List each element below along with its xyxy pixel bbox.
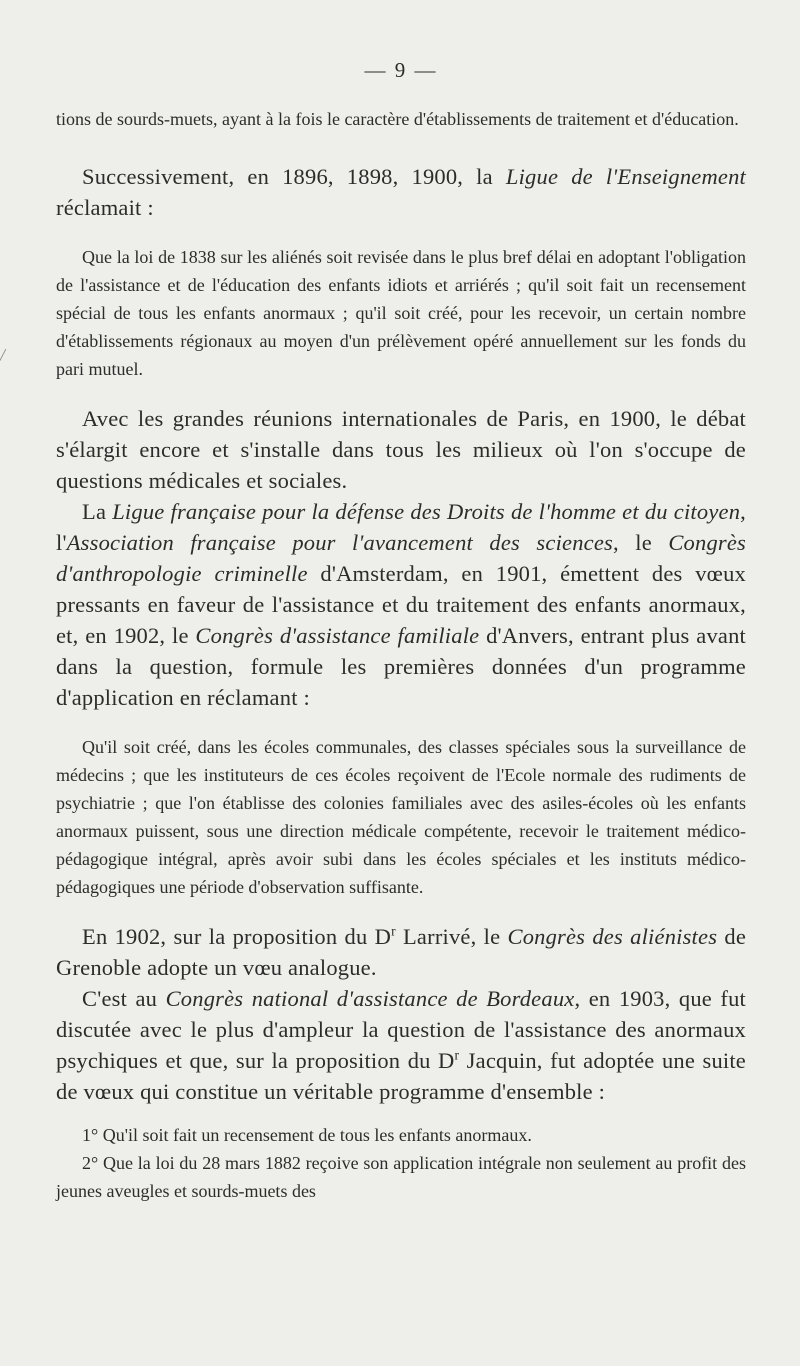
text-run: , l' xyxy=(56,499,746,555)
text-run: C'est au xyxy=(82,986,166,1011)
margin-mark: / xyxy=(0,345,6,365)
text-run: d'Anvers, entrant plus avant dans la question, formule les premières données d'un programme d'application en réclamant : xyxy=(56,623,746,710)
quote-ligue-enseignement: Que la loi de 1838 sur les aliénés soit revisée dans le plus bref délai en adoptant l'obligation de l'assistance et de l'éducation des enfants idiots et arriérés ; qu'il soit fait un recensement spécial de tous les enfants anormaux ; qu'il soit créé, pour les recevoir, un certain nombre d'établissements régionaux au moyen d'un prélèvement opéré annuellement sur les fonds du pari mutuel. xyxy=(56,247,746,379)
paragraph-ligue-francaise xyxy=(56,496,746,713)
text-run: d'Amsterdam, en 1901, émettent des vœux pressants en faveur de l'assistance et du traitement des enfants anormaux, et, en 1902, le xyxy=(56,561,746,648)
list-item-2: 2° Que la loi du 28 mars 1882 reçoive son application intégrale non seulement au profit des jeunes aveugles et sourds-muets des xyxy=(56,1153,746,1201)
superscript: r xyxy=(454,1047,460,1063)
italic-run: Ligue de l'Enseignement xyxy=(505,164,746,189)
paragraph-congres-bordeaux xyxy=(56,983,746,1107)
list-item-1: 1° Qu'il soit fait un recensement de tous les enfants anormaux. xyxy=(82,1125,532,1145)
text-run: Successivement, en 1896, 1898, 1900, la xyxy=(82,164,506,189)
text-run: , en 1903, que fut discutée avec le plus d'ampleur la question de l'assistance des anormaux psychiques et que, sur la proposition du D xyxy=(56,986,747,1073)
italic-run: Ligue française pour la défense des Droits de l'homme et du citoyen xyxy=(112,499,741,524)
quote-congres-anvers: Qu'il soit créé, dans les écoles communales, des classes spéciales sous la surveillance de médecins ; que les instituteurs de ces écoles reçoivent de l'Ecole normale des rudiments de psychiatrie ; que l'on établisse des colonies familiales avec des asiles-écoles où les enfants anormaux puissent, sous une direction médicale compétente, recevoir le traitement médico-pédagogique intégral, après avoir subi dans les écoles spéciales et les instituts médico-pédagogiques une période d'observation suffisante. xyxy=(56,737,746,897)
text-run: , le xyxy=(613,530,669,555)
italic-run: Congrès d'assistance familiale xyxy=(195,623,480,648)
text-run: Jacquin, fut adoptée une suite de vœux qui constitue un véritable programme d'ensemble : xyxy=(56,1048,746,1104)
italic-run: Association française pour l'avancement des sciences xyxy=(66,530,613,555)
superscript: r xyxy=(391,923,396,939)
text-run: de Grenoble adopte un vœu analogue. xyxy=(56,924,747,980)
text-run: La xyxy=(82,499,113,524)
text-run: réclamait : xyxy=(56,195,154,220)
italic-run: Congrès national d'assistance de Bordeaux xyxy=(165,986,575,1011)
paragraph-reunions-internationales: Avec les grandes réunions internationales de Paris, en 1900, le débat s'élargit encore et s'installe dans tous les milieux où l'on s'occupe de questions médicales et sociales. xyxy=(56,406,746,493)
paragraph-continuation: tions de sourds-muets, ayant à la fois le caractère d'établissements de traitement et d'éducation. xyxy=(56,109,739,129)
italic-run: Congrès des aliénistes xyxy=(507,924,718,949)
page-number: — 9 — xyxy=(364,58,438,82)
page-content xyxy=(56,58,746,1205)
italic-run: Congrès d'anthropologie criminelle xyxy=(56,530,746,586)
text-run: En 1902, sur la proposition du D xyxy=(82,924,392,949)
paragraph-congres-alienistes xyxy=(56,921,746,983)
paragraph-ligue-enseignement xyxy=(56,161,746,223)
text-run: Larrivé, le xyxy=(395,924,508,949)
